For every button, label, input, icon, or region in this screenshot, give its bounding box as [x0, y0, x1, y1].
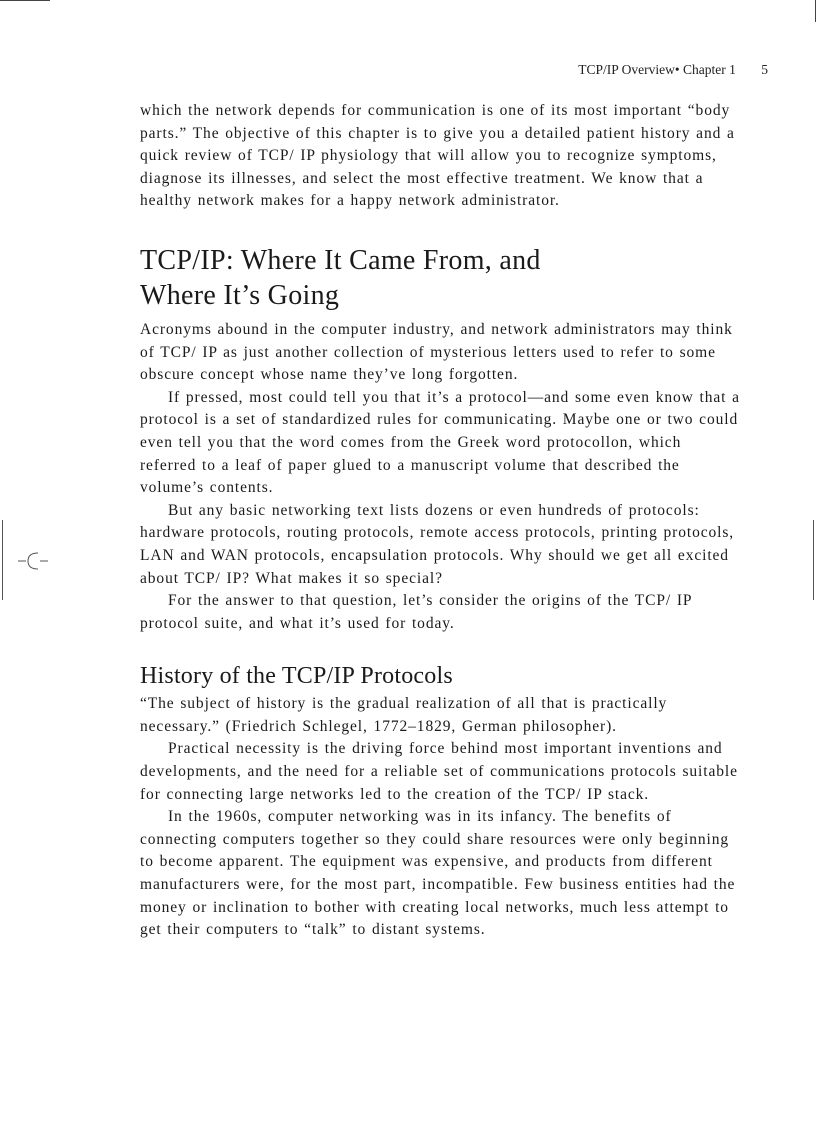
section-heading-history: History of the TCP/IP Protocols	[140, 663, 453, 690]
paragraph-practical-necessity: Practical necessity is the driving force behind most important inventions and developments, and the need for a reliable set of communications protocols suitable for connecting large networks led to the creation of the TCP/ IP stack.	[140, 740, 738, 803]
section-heading-origins	[140, 243, 740, 313]
page-number: 5	[761, 62, 768, 77]
corner-rule	[0, 0, 50, 1]
left-margin-mark	[2, 520, 3, 600]
running-header	[140, 62, 768, 78]
chapter-label: Chapter 1	[683, 62, 736, 77]
intro-paragraph: which the network depends for communication is one of its most important “body parts.” The objective of this chapter is to give you a detailed patient history and a quick review of TCP/ IP physiology that will allow you to recognize symptoms, diagnose its illnesses, and select the most effective treatment. We know that a healthy network makes for a happy network administrator.	[140, 102, 735, 210]
paragraph-protocol-types: But any basic networking text lists dozens or even hundreds of protocols: hardware protocols, routing protocols, remote access protocols, printing protocols, LAN and WAN protocols, encapsulation protocols. Why should we get all excited about TCP/ IP? What makes it so special?	[140, 501, 735, 587]
heading-line-2: Where It’s Going	[140, 279, 340, 311]
paragraph-quote: “The subject of history is the gradual realization of all that is practically necessary.” (Friedrich Schlegel, 1772–1829, German philosopher).	[140, 695, 668, 735]
right-margin-mark	[813, 520, 814, 600]
crop-mark-icon	[16, 548, 50, 574]
paragraph-protocol-definition: If pressed, most could tell you that it’s a protocol—and some even know that a protocol is a set of standardized rules for communicating. Maybe one or two could even tell you that the word comes from the Greek word protocollon, which referred to a leaf of paper glued to a manuscript volume that described the volume’s contents.	[140, 388, 740, 497]
running-title: TCP/IP Overview	[578, 62, 675, 77]
header-bullet: •	[674, 62, 680, 77]
paragraph-1960s: In the 1960s, computer networking was in its infancy. The benefits of connecting computers together so they could share resources were only beginning to become apparent. The equipment was expensive, and products from different manufacturers were, for the most part, incompatible. Few business entities had the money or inclination to bother with creating local networks, much less attempt to get their computers to “talk” to distant systems.	[140, 808, 736, 939]
page-body	[140, 100, 740, 942]
paragraph-origins-question: For the answer to that question, let’s consider the origins of the TCP/ IP protocol suite, and what it’s used for today.	[140, 592, 692, 632]
paragraph-acronyms: Acronyms abound in the computer industry, and network administrators may think of TCP/ IP as just another collection of mysterious letters used to refer to some obscure concept whose name they’ve long forgotten.	[140, 320, 733, 384]
heading-line-1: TCP/IP: Where It Came From, and	[140, 244, 541, 276]
